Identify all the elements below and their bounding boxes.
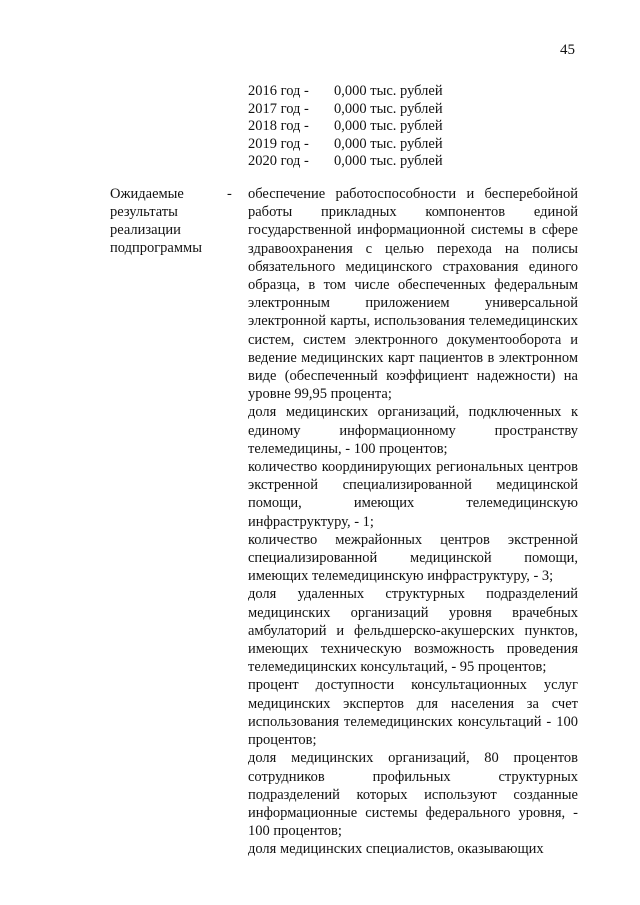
funding-year: 2018 год - (248, 118, 309, 135)
funding-amount: 0,000 тыс. рублей (334, 118, 443, 135)
funding-row (248, 136, 443, 154)
page-number: 45 (560, 42, 575, 58)
funding-row (248, 83, 443, 101)
result-item: количество координирующих региональных центров экстренной специализированной медицинской помощи, имеющих телемедицинскую инфраструктуру, - 1; (248, 459, 578, 530)
result-item: обеспечение работоспособности и бесперебойной работы прикладных компонентов единой государственной информационной системы в сфере здравоохранения с целью перехода на полисы обязательного медицинского страхования единого образца, в том числе обеспеченных федеральным электронным приложением универсальной электронной карты, использования телемедицинских систем, систем электронного документооборота и ведение медицинских карт пациентов в электронном виде (обеспеченный коэффициент надежности) на уровне 99,95 процента; (248, 186, 578, 403)
section-content (248, 185, 578, 859)
result-item: доля медицинских организаций, 80 процентов сотрудников профильных структурных подразделений которых используют созданные информационные системы федерального уровня, - 100 процентов; (248, 750, 578, 840)
section-dash: - (227, 186, 232, 202)
result-item: доля медицинских организаций, подключенных к единому информационному пространству телемедицины, - 100 процентов; (248, 404, 578, 457)
section-label: Ожидаемые результаты реализации подпрограммы (110, 186, 202, 256)
funding-year: 2016 год - (248, 83, 309, 99)
funding-amount: 0,000 тыс. рублей (334, 83, 443, 99)
funding-row (248, 153, 443, 171)
funding-amount: 0,000 тыс. рублей (334, 135, 443, 152)
result-item: доля медицинских специалистов, оказывающих (248, 841, 544, 858)
funding-amount: 0,000 тыс. рублей (334, 153, 443, 170)
result-item: количество межрайонных центров экстренной специализированной медицинской помощи, имеющих телемедицинскую инфраструктуру, - 3; (248, 531, 578, 585)
funding-row (248, 101, 443, 119)
funding-row (248, 118, 443, 136)
result-item: доля удаленных структурных подразделений медицинских организаций уровня врачебных амбулаторий и фельдшерско-акушерских пунктов, имеющих техническую возможность проведения телемедицинских консультаций, - 95 процентов; (248, 586, 578, 676)
funding-year: 2017 год - (248, 100, 309, 117)
funding-year: 2020 год - (248, 153, 309, 170)
result-item: процент доступности консультационных услуг медицинских экспертов для населения за счет использования телемедицинских консультаций - 100 процентов; (248, 677, 578, 749)
funding-amount: 0,000 тыс. рублей (334, 100, 443, 117)
funding-table (248, 83, 443, 171)
funding-year: 2019 год - (248, 135, 309, 152)
